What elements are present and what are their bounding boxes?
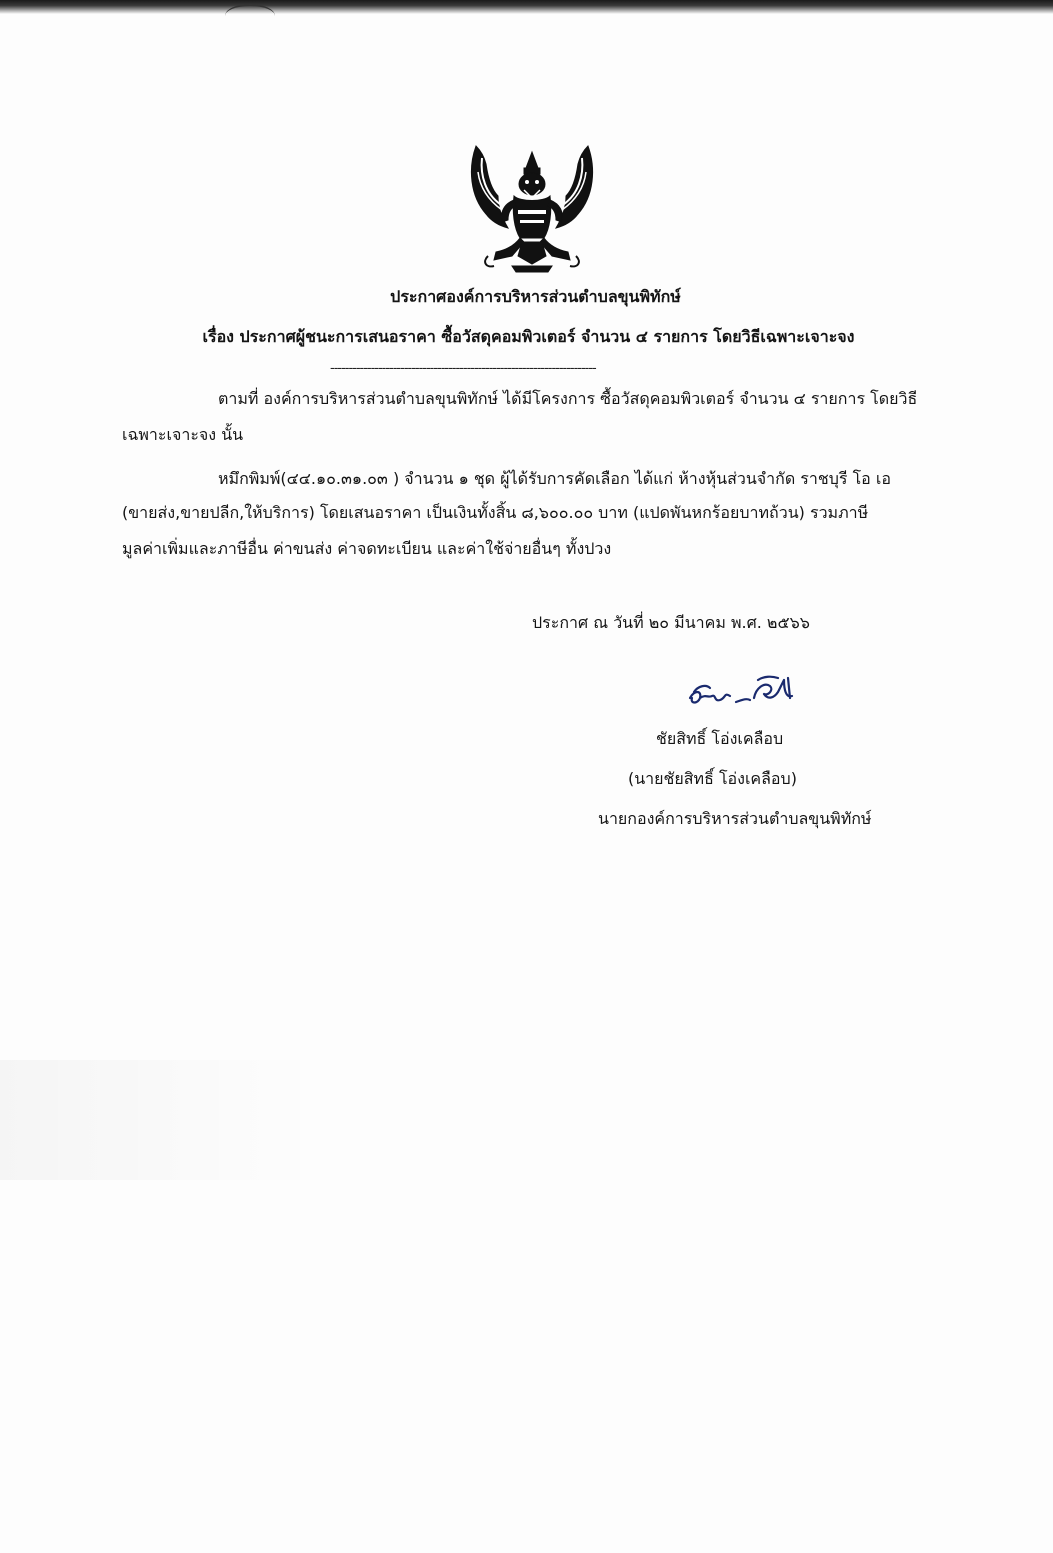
paragraph2-line2: (ขายส่ง,ขายปลีก,ให้บริการ) โดยเสนอราคา เป็นเงินทั้งสิ้น ๘,๖๐๐.๐๐ บาท (แปดพันหกร้อยบาทถ้วน) รวมภาษี [122, 503, 869, 522]
header-divider: ------------------------------------------------------------------------ [330, 361, 596, 376]
announcement-date: ประกาศ ณ วันที่ ๒๐ มีนาคม พ.ศ. ๒๕๖๖ [532, 613, 810, 632]
announcement-subject: เรื่อง ประกาศผู้ชนะการเสนอราคา ซื้อวัสดุคอมพิวเตอร์ จำนวน ๔ รายการ โดยวิธีเฉพาะเจาะจง [202, 327, 855, 346]
announcement-organization-title: ประกาศองค์การบริหารส่วนตำบลขุนพิทักษ์ [390, 287, 681, 306]
signer-full-name: (นายชัยสิทธิ์ โอ่งเคลือบ) [628, 769, 797, 788]
signer-name: ชัยสิทธิ์ โอ่งเคลือบ [656, 729, 784, 748]
handwritten-signature [684, 668, 804, 714]
scan-paper-curl [225, 4, 275, 28]
signer-position: นายกองค์การบริหารส่วนตำบลขุนพิทักษ์ [598, 809, 872, 828]
paragraph2-line1: หมึกพิมพ์(๔๔.๑๐.๓๑.๐๓ ) จำนวน ๑ ชุด ผู้ได้รับการคัดเลือก ได้แก่ ห้างหุ้นส่วนจำกัด ราชบุรี โอ เอ [218, 469, 891, 488]
paragraph1-line1: ตามที่ องค์การบริหารส่วนตำบลขุนพิทักษ์ ได้มีโครงการ ซื้อวัสดุคอมพิวเตอร์ จำนวน ๔ รายการ โดยวิธี [218, 389, 918, 408]
garuda-emblem-icon [462, 138, 602, 276]
scan-shade [0, 1060, 320, 1180]
paragraph2-line3: มูลค่าเพิ่มและภาษีอื่น ค่าขนส่ง ค่าจดทะเบียน และค่าใช้จ่ายอื่นๆ ทั้งปวง [122, 539, 612, 558]
scan-top-edge [0, 0, 1053, 14]
paragraph1-line2: เฉพาะเจาะจง นั้น [122, 425, 244, 444]
